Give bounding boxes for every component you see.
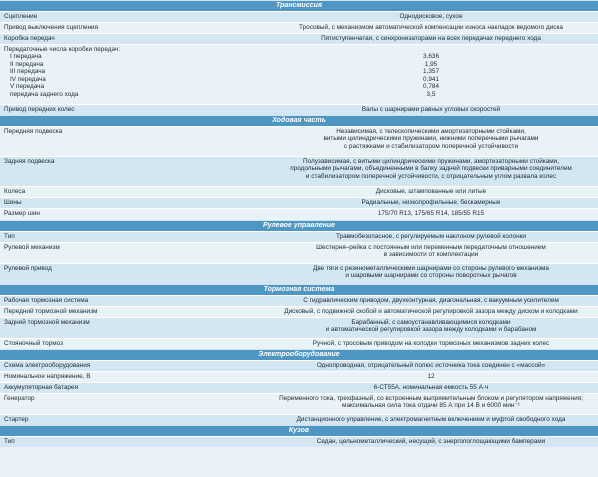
spec-label-line: Привод передних колес [4, 105, 75, 113]
spec-label-line: Аккумуляторная батарея [4, 383, 78, 391]
spec-label [0, 209, 264, 220]
spec-row [0, 242, 598, 263]
spec-label [0, 34, 264, 44]
spec-label-line: Рабочая тормозная система [4, 296, 89, 304]
spec-value-line: Барабанный, с самоустанавливающимися колодками [351, 318, 511, 326]
spec-value [264, 198, 598, 208]
spec-value-line: 3,636 [423, 53, 439, 61]
spec-value-line: 6-СТ55А, номинальная емкость 55 А·ч [373, 383, 489, 391]
spec-value-line: Переменного тока, трехфазный, со встроенным выпрямительным блоком и регулятором напряжения; [279, 394, 583, 402]
spec-label [0, 339, 264, 349]
spec-label [0, 307, 264, 317]
spec-row [0, 382, 598, 393]
spec-label-line: Передаточные числа коробки передач: [4, 45, 121, 53]
spec-row [0, 186, 598, 197]
spec-label-line: передача заднего хода [10, 91, 79, 99]
spec-value [264, 12, 598, 22]
spec-label-line: V передача [10, 83, 45, 91]
spec-label [0, 12, 264, 22]
spec-value-line: Дисковые, штампованные или литые [375, 187, 487, 195]
spec-value-line [268, 46, 594, 54]
section-title: Тормозная система [0, 284, 598, 295]
spec-label-line: Передняя подвеска [4, 127, 63, 135]
spec-value-line: Тросовый, с механизмом автоматической компенсации износа накладок ведомого диска [299, 23, 563, 31]
spec-label-line: Стояночный тормоз [4, 339, 63, 347]
spec-value-line: Полузависимая, с витыми цилиндрическими пружинами, амортизаторными стойками, [302, 157, 560, 165]
spec-value-line: 175/70 R13, 175/65 R14, 185/55 R15 [377, 209, 485, 217]
spec-label [0, 296, 264, 306]
spec-label-line: Колеса [4, 187, 26, 195]
spec-label-line: Рулевой привод [4, 264, 52, 272]
section-title: Электрооборудование [0, 349, 598, 360]
spec-value [264, 34, 598, 44]
spec-value-line: Независимая, с телескопическими амортизаторными стойками, [336, 127, 526, 135]
spec-value-line: 1,95 [424, 60, 438, 68]
spec-row [0, 231, 598, 242]
section-title: Кузов [0, 425, 598, 436]
spec-label [0, 45, 264, 104]
spec-row [0, 44, 598, 104]
spec-label-line: Привод выключения сцепления [4, 23, 99, 31]
spec-value [264, 243, 598, 263]
spec-value-line: Две тяги с резинометаллическими шарнирами со стороны рулевого механизма [313, 264, 549, 272]
spec-value [264, 45, 598, 104]
spec-label [0, 198, 264, 208]
spec-row [0, 436, 598, 447]
spec-value-line: 1,357 [423, 68, 439, 76]
spec-value [264, 127, 598, 156]
spec-value-line: С гидравлическим приводом, двухконтурная, диагональная, с вакуумным усилителем [303, 296, 559, 304]
spec-label-line: Тип [4, 232, 15, 240]
spec-value [264, 209, 598, 220]
spec-label [0, 361, 264, 371]
section-title: Рулевое управление [0, 220, 598, 231]
spec-row [0, 208, 598, 220]
spec-row [0, 338, 598, 349]
spec-label [0, 264, 264, 284]
spec-row [0, 11, 598, 22]
spec-value [264, 437, 598, 447]
spec-value-line: Валы с шарнирами равных угловых скоростей [361, 105, 501, 113]
spec-row [0, 263, 598, 284]
spec-label-line: Шины [4, 198, 22, 206]
spec-value-line: Дисковый, с подвижной скобой и автоматической регулировкой зазора между диском и колодками [284, 307, 578, 315]
spec-value-line: в зависимости от комплектации [383, 251, 479, 259]
spec-value-line: и стабилизатором поперечной устойчивости, с отрицательным углом развала колес [305, 172, 557, 180]
spec-label [0, 437, 264, 447]
spec-value-line: 0,941 [423, 75, 439, 83]
spec-row [0, 360, 598, 371]
spec-label [0, 394, 264, 414]
spec-label [0, 187, 264, 197]
spec-label-line: Рулевой механизм [4, 243, 60, 251]
spec-label-line: Генератор [4, 394, 35, 402]
spec-value-line: 12 [427, 372, 435, 380]
spec-label-line: Задний тормозной механизм [4, 318, 90, 326]
spec-label-line: Размер шин [4, 209, 40, 217]
spec-value-line: Дистанционного управление, с электромагнитным включением и муфтой свободного хода [296, 415, 566, 423]
spec-value [264, 415, 598, 425]
spec-value [264, 105, 598, 115]
spec-row [0, 104, 598, 115]
spec-value-line: и автоматической регулировкой зазора между колодками и барабаном [325, 326, 537, 334]
spec-label-line: Передний тормозной механизм [4, 307, 98, 315]
section-title: Трансмиссия [0, 0, 598, 11]
spec-row [0, 393, 598, 414]
section-title: Ходовая часть [0, 115, 598, 126]
spec-value-line: Травмобезопасное, с регулируемым наклоном рулевой колонки [336, 232, 526, 240]
spec-label [0, 157, 264, 186]
spec-label [0, 232, 264, 242]
spec-value [264, 264, 598, 284]
spec-label [0, 372, 264, 382]
spec-label-line: Тип [4, 437, 15, 445]
spec-value-line: Однопроводная, отрицательный полюс источника тока соединен с «массой» [316, 361, 546, 369]
spec-value-line: и шаровыми шарнирами со стороны поворотных рычагов [345, 272, 517, 280]
spec-value-line: Шестерня–рейка с постоянным или переменным передаточным отношением [316, 243, 546, 251]
spec-row [0, 22, 598, 33]
spec-label-line: II передача [10, 60, 44, 68]
spec-value [264, 372, 598, 382]
spec-label-line: Схема электрооборудования [4, 361, 91, 369]
spec-value-line: с растяжками и стабилизатором поперечной устойчивости [343, 142, 519, 150]
spec-label-line: I передача [10, 53, 42, 61]
spec-label [0, 127, 264, 156]
spec-value-line: Однодисковое, сухое [399, 12, 463, 20]
spec-value-line: 3,5 [426, 91, 436, 99]
spec-value [264, 383, 598, 393]
spec-value [264, 307, 598, 317]
spec-label-line: Задняя подвеска [4, 157, 55, 165]
spec-label [0, 243, 264, 263]
spec-row [0, 295, 598, 306]
spec-row [0, 371, 598, 382]
spec-row [0, 126, 598, 156]
spec-row [0, 156, 598, 186]
spec-value-line: Седан, цельнометаллический, несущий, с энергопоглощающими бамперами [316, 437, 546, 445]
spec-value [264, 339, 598, 349]
spec-label [0, 23, 264, 33]
spec-value [264, 232, 598, 242]
spec-label-line: Номинальное напряжение, В [4, 372, 91, 380]
spec-value-line: 0,784 [423, 83, 439, 91]
spec-value [264, 318, 598, 338]
spec-label [0, 415, 264, 425]
spec-value-line: Ручной, с тросовым приводом на колодки тормозных механизмов задних колес [312, 339, 550, 347]
spec-row [0, 414, 598, 425]
spec-value [264, 361, 598, 371]
spec-value [264, 394, 598, 414]
spec-label-line: Сцепление [4, 12, 38, 20]
spec-row [0, 33, 598, 44]
spec-value-line: продольными рычагами, объединенными в балку задней подвески приварными соединителем [290, 165, 572, 173]
spec-value-line: Пятиступенчатая, с синхронизаторами на всех передачах переднего хода [321, 34, 541, 42]
spec-label [0, 105, 264, 115]
spec-row [0, 306, 598, 317]
spec-row [0, 197, 598, 208]
spec-row [0, 317, 598, 338]
spec-label-line: Коробка передач [4, 34, 55, 42]
spec-value [264, 296, 598, 306]
spec-value-line: Радиальные, низкопрофильные, бескамерные [361, 198, 501, 206]
spec-label-line: Стартер [4, 415, 29, 423]
spec-value-line: максимальная сила тока отдачи 85 А при 14 В и 6000 мин⁻¹ [342, 402, 520, 410]
spec-label [0, 383, 264, 393]
spec-value [264, 157, 598, 186]
spec-label-line: IV передача [10, 75, 46, 83]
spec-value [264, 187, 598, 197]
spec-value-line: витыми цилиндрическими пружинами, нижними поперечными рычагами [323, 135, 539, 143]
spec-label [0, 318, 264, 338]
spec-label-line: III передача [10, 68, 46, 76]
spec-value [264, 23, 598, 33]
